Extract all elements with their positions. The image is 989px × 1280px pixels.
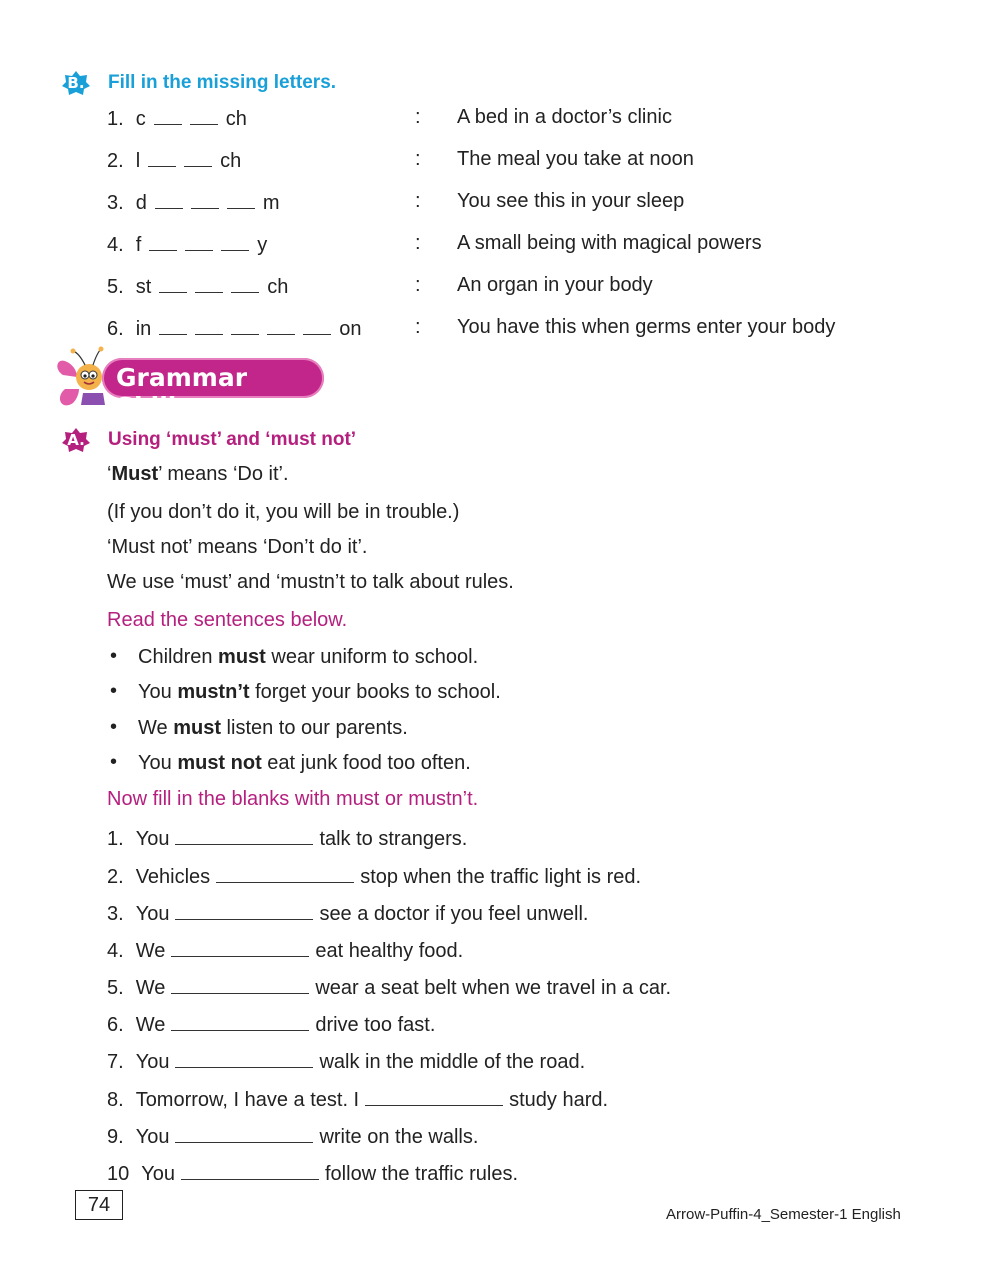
sentence-start: You	[141, 1163, 175, 1185]
sentence-end: eat healthy food.	[315, 940, 464, 962]
page-number-box	[75, 1190, 123, 1220]
answer-blank[interactable]	[365, 1087, 503, 1106]
fill-sentence	[107, 1087, 608, 1112]
item-number: 4.	[107, 940, 124, 962]
fill-sentence	[107, 975, 671, 1000]
clue-text: The meal you take at noon	[457, 148, 694, 170]
item-number: 7.	[107, 1051, 124, 1073]
word-start: in	[135, 318, 152, 340]
fill-sentence	[107, 901, 588, 926]
word-start: c	[135, 108, 146, 130]
letter-blank[interactable]	[149, 232, 177, 251]
letter-blank[interactable]	[159, 316, 187, 335]
item-number: 5.	[107, 276, 124, 298]
sentence-end: drive too fast.	[315, 1014, 436, 1036]
word-end: ch	[267, 276, 289, 298]
sentence-start: You	[135, 1126, 170, 1148]
item-number: 4.	[107, 234, 124, 256]
item-number: 2.	[107, 150, 124, 172]
sentence-start: Tomorrow, I have a test. I	[135, 1089, 360, 1111]
letter-blank[interactable]	[191, 190, 219, 209]
clue-text: A small being with magical powers	[457, 232, 762, 254]
modal-verb: mustn’t	[177, 681, 250, 703]
word-end: ch	[225, 108, 247, 130]
modal-verb: must	[173, 717, 221, 739]
grammar-skills-banner	[55, 343, 325, 421]
bullet-dot: •	[110, 680, 118, 702]
item-number: 2.	[107, 866, 124, 888]
answer-blank[interactable]	[171, 938, 309, 957]
answer-blank[interactable]	[175, 1124, 313, 1143]
sentence-end: wear a seat belt when we travel in a car.	[315, 977, 672, 999]
item-number: 3.	[107, 192, 124, 214]
word-start: l	[135, 150, 141, 172]
sentence-end: study hard.	[509, 1089, 609, 1111]
separator-colon: :	[415, 232, 421, 254]
sentence-end: write on the walls.	[319, 1126, 479, 1148]
letter-blank[interactable]	[190, 106, 218, 125]
clue-text: You have this when germs enter your body	[457, 316, 836, 338]
letter-blank[interactable]	[303, 316, 331, 335]
letter-blank[interactable]	[231, 274, 259, 293]
word-row	[107, 106, 247, 131]
example-sentence	[138, 645, 478, 669]
item-number: 1.	[107, 828, 124, 850]
word-end: m	[262, 192, 280, 214]
word-row	[107, 232, 267, 257]
example-sentence	[138, 751, 471, 775]
section-b-badge: B.	[62, 70, 90, 96]
sentence-end: follow the traffic rules.	[325, 1163, 519, 1185]
grammar-skills-title: Grammar Skills	[116, 363, 248, 421]
rules-note: We use ‘must’ and ‘mustn’t to talk about rules.	[107, 571, 514, 593]
letter-blank[interactable]	[184, 148, 212, 167]
separator-colon: :	[415, 274, 421, 296]
word-row	[107, 148, 241, 173]
answer-blank[interactable]	[175, 826, 313, 845]
answer-blank[interactable]	[171, 975, 309, 994]
sentence-end: wear uniform to school.	[265, 646, 479, 668]
answer-blank[interactable]	[175, 1049, 313, 1068]
letter-blank[interactable]	[227, 190, 255, 209]
word-start: f	[135, 234, 142, 256]
fill-sentence	[107, 1049, 585, 1074]
separator-colon: :	[415, 106, 421, 128]
grammar-skills-pill	[102, 358, 324, 421]
sentence-end: walk in the middle of the road.	[319, 1051, 586, 1073]
answer-blank[interactable]	[181, 1161, 319, 1180]
letter-blank[interactable]	[159, 274, 187, 293]
page-number: 74	[87, 1193, 111, 1216]
answer-blank[interactable]	[216, 864, 354, 883]
letter-blank[interactable]	[185, 232, 213, 251]
word-end: ch	[220, 150, 242, 172]
sentence-start: Vehicles	[135, 866, 211, 888]
word-start: d	[135, 192, 147, 214]
must-definition: ‘Must’ means ‘Do it’.	[107, 463, 289, 485]
word-start: st	[135, 276, 152, 298]
bullet-dot: •	[110, 716, 118, 738]
sentence-end: stop when the traffic light is red.	[360, 866, 642, 888]
fill-sentence	[107, 1161, 518, 1186]
bullet-dot: •	[110, 645, 118, 667]
example-sentence	[138, 680, 501, 704]
example-sentence	[138, 716, 408, 740]
item-number: 10	[107, 1163, 130, 1185]
answer-blank[interactable]	[175, 901, 313, 920]
letter-blank[interactable]	[231, 316, 259, 335]
section-b-title: Fill in the missing letters.	[108, 72, 337, 93]
letter-blank[interactable]	[195, 316, 223, 335]
item-number: 3.	[107, 903, 124, 925]
word-end: y	[257, 234, 268, 256]
sentence-end: forget your books to school.	[249, 681, 501, 703]
word-row	[107, 316, 362, 341]
modal-verb: must	[218, 646, 266, 668]
letter-blank[interactable]	[155, 190, 183, 209]
sentence-end: see a doctor if you feel unwell.	[319, 903, 589, 925]
sentence-start: You	[135, 1051, 170, 1073]
clue-text: A bed in a doctor’s clinic	[457, 106, 672, 128]
book-title: Arrow-Puffin-4_Semester-1 English	[666, 1206, 901, 1223]
fill-sentence	[107, 1012, 435, 1037]
sentence-end: eat junk food too often.	[261, 752, 471, 774]
section-a-badge: A.	[62, 427, 90, 453]
sentence-start: You	[138, 681, 178, 703]
word-row	[107, 190, 279, 215]
word-row	[107, 274, 288, 299]
sentence-start: We	[135, 977, 166, 999]
letter-blank[interactable]	[148, 148, 176, 167]
fill-sentence	[107, 826, 467, 851]
sentence-start: Children	[138, 646, 219, 668]
item-number: 6.	[107, 1014, 124, 1036]
item-number: 1.	[107, 108, 124, 130]
item-number: 8.	[107, 1089, 124, 1111]
sentence-start: We	[138, 717, 174, 739]
must-not-definition: ‘Must not’ means ‘Don’t do it’.	[107, 536, 368, 558]
sentence-start: You	[138, 752, 178, 774]
read-heading: Read the sentences below.	[107, 609, 348, 631]
sentence-start: We	[135, 1014, 166, 1036]
fill-sentence	[107, 1124, 478, 1149]
sentence-start: We	[135, 940, 166, 962]
sentence-start: You	[135, 828, 170, 850]
fill-sentence	[107, 938, 463, 963]
separator-colon: :	[415, 148, 421, 170]
modal-verb: must not	[177, 752, 262, 774]
answer-blank[interactable]	[171, 1012, 309, 1031]
sentence-end: listen to our parents.	[221, 717, 408, 739]
clue-text: An organ in your body	[457, 274, 653, 296]
letter-blank[interactable]	[221, 232, 249, 251]
letter-blank[interactable]	[195, 274, 223, 293]
fill-heading: Now fill in the blanks with must or mustn’t.	[107, 788, 479, 810]
sentence-start: You	[135, 903, 170, 925]
fill-sentence	[107, 864, 641, 889]
sentence-end: talk to strangers.	[319, 828, 468, 850]
separator-colon: :	[415, 316, 421, 338]
word-end: on	[339, 318, 362, 340]
section-a-title: Using ‘must’ and ‘must not’	[108, 429, 357, 450]
item-number: 9.	[107, 1126, 124, 1148]
item-number: 6.	[107, 318, 124, 340]
trouble-note: (If you don’t do it, you will be in trouble.)	[107, 501, 460, 523]
bullet-dot: •	[110, 751, 118, 773]
letter-blank[interactable]	[154, 106, 182, 125]
item-number: 5.	[107, 977, 124, 999]
separator-colon: :	[415, 190, 421, 212]
clue-text: You see this in your sleep	[457, 190, 685, 212]
letter-blank[interactable]	[267, 316, 295, 335]
